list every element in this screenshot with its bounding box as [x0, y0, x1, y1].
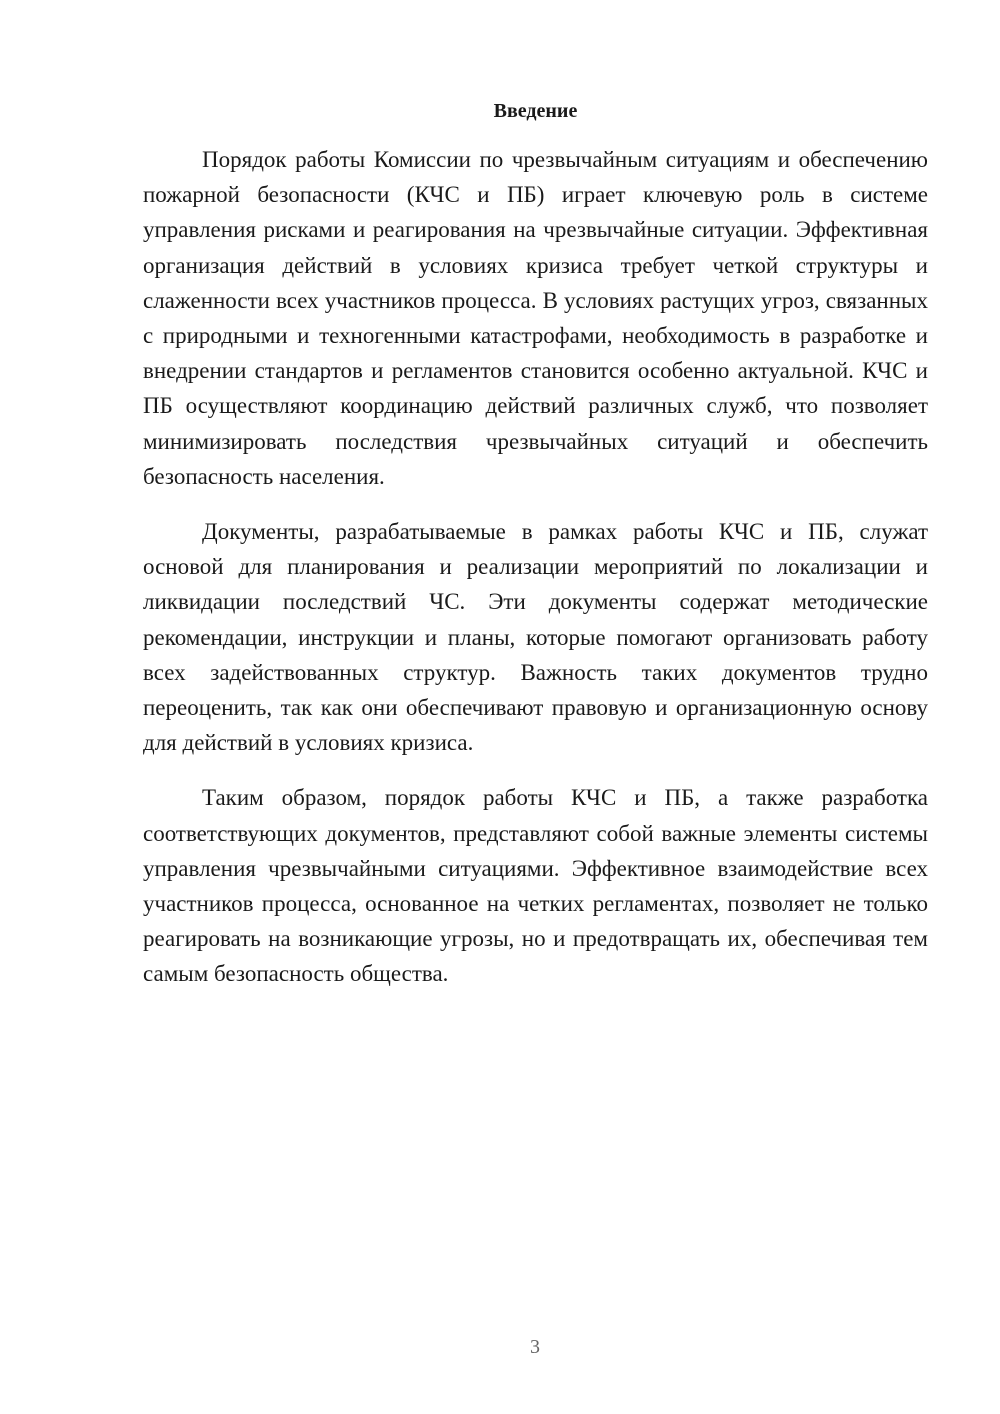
section-heading: Введение: [493, 100, 578, 122]
paragraph-2: Документы, разрабатываемые в рамках работы КЧС и ПБ, служат основой для планирования и реализации мероприятий по локализации и ликвидации последствий ЧС. Эти документы содержат методические рекомендации, инструкции и планы, которые помогают организовать работу всех задействованных структур. Важность таких документов трудно переоценить, так как они обеспечивают правовую и организационную основу для действий в условиях кризиса.: [143, 519, 928, 756]
paragraph-3: Таким образом, порядок работы КЧС и ПБ, а также разработка соответствующих документов, представляют собой важные элементы системы управления чрезвычайными ситуациями. Эффективное взаимодействие всех участников процесса, основанное на четких регламентах, позволяет не только реагировать на возникающие угрозы, но и предотвращать их, обеспечивая тем самым безопасность общества.: [143, 785, 928, 987]
page-number: 3: [530, 1336, 540, 1358]
paragraph-1: Порядок работы Комиссии по чрезвычайным ситуациям и обеспечению пожарной безопасности (КЧС и ПБ) играет ключевую роль в системе управления рисками и реагирования на чрезвычайные ситуации. Эффективная организация действий в условиях кризиса требует четкой структуры и слаженности всех участников процесса. В условиях растущих угроз, связанных с природными и техногенными катастрофами, необходимость в разработке и внедрении стандартов и регламентов становится особенно актуальной. КЧС и ПБ осуществляют координацию действий различных служб, что позволяет минимизировать последствия чрезвычайных ситуаций и обеспечить безопасность населения.: [143, 147, 928, 489]
body-text: [143, 142, 928, 1012]
